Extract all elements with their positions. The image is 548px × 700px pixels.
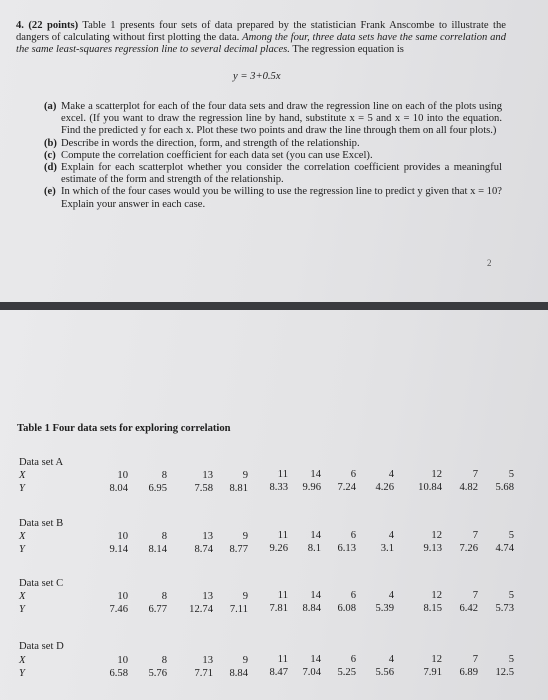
table-cell-y: 5.39 [375,602,394,614]
question-parts [44,101,502,211]
table-cell-x: 12 [431,468,442,480]
part-label: (e) [44,186,56,198]
part-text: Compute the correlation coefficient for each data set (you can use Excel). [61,149,373,161]
part-text: Explain for each scatterplot whether you consider the correlation coefficient provides a meaningful estimate of the form and strength of the relationship. [61,162,502,186]
table-cell-y: 8.74 [194,543,213,555]
table-cell-y: 3.1 [380,542,394,554]
regression-equation: y = 3+0.5x [233,71,281,82]
table-cell-y: 8.47 [269,667,288,679]
table-cell-x: 8 [161,590,167,602]
question-intro [16,20,506,57]
table-cell-x: 9 [242,590,248,602]
table-cell-x: 7 [472,653,478,665]
table-cell-x: 5 [508,529,514,541]
table-cell-x: 11 [277,590,288,602]
data-set-d-label: Data set D [19,641,64,652]
table-cell-y: 5.76 [148,667,167,679]
part-label: (d) [44,162,57,174]
table-cell-x: 14 [310,654,321,666]
question-intro-text: Table 1 presents four sets of data prepared by the statistician Frank Anscombe to illustrate the dangers of calculating without first plotting the data. [16,20,506,44]
table-cell-y: 8.04 [109,483,128,494]
table-cell-y: 7.71 [194,667,213,679]
table-cell-x: 6 [350,469,356,481]
table-cell-x: 5 [508,589,514,601]
y-row-label: Y [19,604,25,615]
table-cell-y: 5.56 [375,666,394,678]
part-c [44,150,502,162]
table-cell-y: 6.77 [148,603,167,615]
table-cell-y: 4.74 [495,542,514,554]
table-cell-y: 5.25 [337,667,356,679]
table-cell-x: 9 [242,654,248,666]
table-cell-y: 7.58 [194,482,213,494]
table-cell-x: 4 [388,468,394,480]
part-label: (b) [44,137,57,149]
table-cell-y: 8.15 [423,602,442,614]
table-cell-x: 14 [310,530,321,542]
table-cell-x: 4 [388,529,394,541]
table-cell-x: 6 [350,590,356,602]
table-cell-y: 9.26 [269,543,288,555]
table-cell-x: 10 [117,591,128,602]
table-cell-x: 13 [202,469,213,481]
table-cell-x: 14 [310,469,321,481]
table-cell-y: 10.84 [418,481,442,493]
table-cell-x: 13 [202,590,213,602]
question-intro-italic: Among the four, three data sets have the same correlation and the same least-squares regression line to several decimal places. [16,32,506,56]
x-row-label: X [19,470,26,481]
part-d [44,162,502,186]
table-cell-x: 11 [277,654,288,666]
table-cell-x: 6 [350,530,356,542]
question-page [0,0,548,302]
part-label: (a) [44,101,57,112]
table-cell-x: 8 [161,654,167,666]
table-cell-y: 9.14 [109,544,128,555]
table-cell-x: 13 [202,530,213,542]
table-cell-y: 6.13 [337,543,356,555]
table-cell-x: 8 [161,469,167,481]
y-row-label: Y [19,544,25,555]
table-cell-y: 7.24 [337,482,356,494]
table-cell-y: 6.08 [337,603,356,615]
part-text: Describe in words the direction, form, and strength of the relationship. [61,137,360,149]
table-cell-y: 7.46 [109,604,128,615]
table-cell-x: 4 [388,589,394,601]
question-points: (22 points) [28,20,79,31]
table-cell-y: 7.11 [229,603,248,615]
table-cell-y: 5.73 [495,602,514,614]
table-cell-x: 4 [388,653,394,665]
y-row-label: Y [19,668,25,679]
table-cell-x: 8 [161,530,167,542]
question-number: 4. [16,20,24,31]
table-cell-y: 8.33 [269,482,288,494]
table-cell-y: 7.81 [269,603,288,615]
table-cell-y: 7.04 [302,667,321,679]
table-cell-y: 8.14 [148,543,167,555]
table-cell-y: 6.95 [148,482,167,494]
table-page [0,310,548,700]
table-cell-y: 6.58 [109,668,128,679]
table-cell-x: 5 [508,653,514,665]
table-cell-y: 12.74 [189,603,213,615]
table-cell-x: 9 [242,469,248,481]
part-a [44,101,502,138]
table-cell-y: 5.68 [495,481,514,493]
table-cell-x: 6 [350,654,356,666]
table-cell-y: 4.26 [375,481,394,493]
y-row-label: Y [19,483,25,494]
table-cell-y: 7.26 [459,542,478,554]
table-cell-y: 9.13 [423,542,442,554]
part-b [44,138,502,150]
data-set-a-label: Data set A [19,457,64,468]
table-cell-x: 9 [242,530,248,542]
table-cell-y: 12.5 [495,666,514,678]
table-cell-x: 11 [277,530,288,542]
x-row-label: X [19,531,26,542]
x-row-label: X [19,591,26,602]
table-cell-x: 12 [431,653,442,665]
table-cell-x: 12 [431,529,442,541]
table-cell-x: 12 [431,589,442,601]
table-cell-y: 8.1 [307,543,321,555]
data-set-c-label: Data set C [19,578,64,589]
table-cell-y: 7.91 [423,666,442,678]
table-cell-y: 8.77 [229,543,248,555]
table-cell-x: 10 [117,655,128,666]
table-cell-x: 11 [277,469,288,481]
table-cell-x: 14 [310,590,321,602]
part-e [44,186,502,210]
data-set-b-label: Data set B [19,518,64,529]
table-cell-y: 6.89 [459,666,478,678]
page-number: 2 [487,258,492,268]
table-title: Table 1 Four data sets for exploring correlation [17,423,231,434]
table-cell-y: 8.81 [229,482,248,494]
table-cell-x: 13 [202,654,213,666]
table-cell-y: 6.42 [459,602,478,614]
table-cell-x: 7 [472,529,478,541]
part-text: In which of the four cases would you be willing to use the regression line to predict y given that x = 10? Explain your answer in each case. [61,186,502,210]
table-cell-x: 7 [472,468,478,480]
part-text: Make a scatterplot for each of the four data sets and draw the regression line on each of the plots using excel. (If you want to draw the regression line by hand, substitute x = 5 and x = 10 into the equation. Find the predicted y for each x. Plot these two points and draw the line through them on all four plots.) [61,101,502,137]
table-cell-y: 8.84 [229,667,248,679]
table-cell-y: 8.84 [302,603,321,615]
question-intro-end: The regression equation is [292,44,404,56]
table-cell-x: 10 [117,470,128,481]
x-row-label: X [19,655,26,666]
table-cell-x: 7 [472,589,478,601]
table-cell-y: 9.96 [302,482,321,494]
table-cell-x: 10 [117,531,128,542]
table-cell-x: 5 [508,468,514,480]
part-label: (c) [44,149,56,161]
table-cell-y: 4.82 [459,481,478,493]
